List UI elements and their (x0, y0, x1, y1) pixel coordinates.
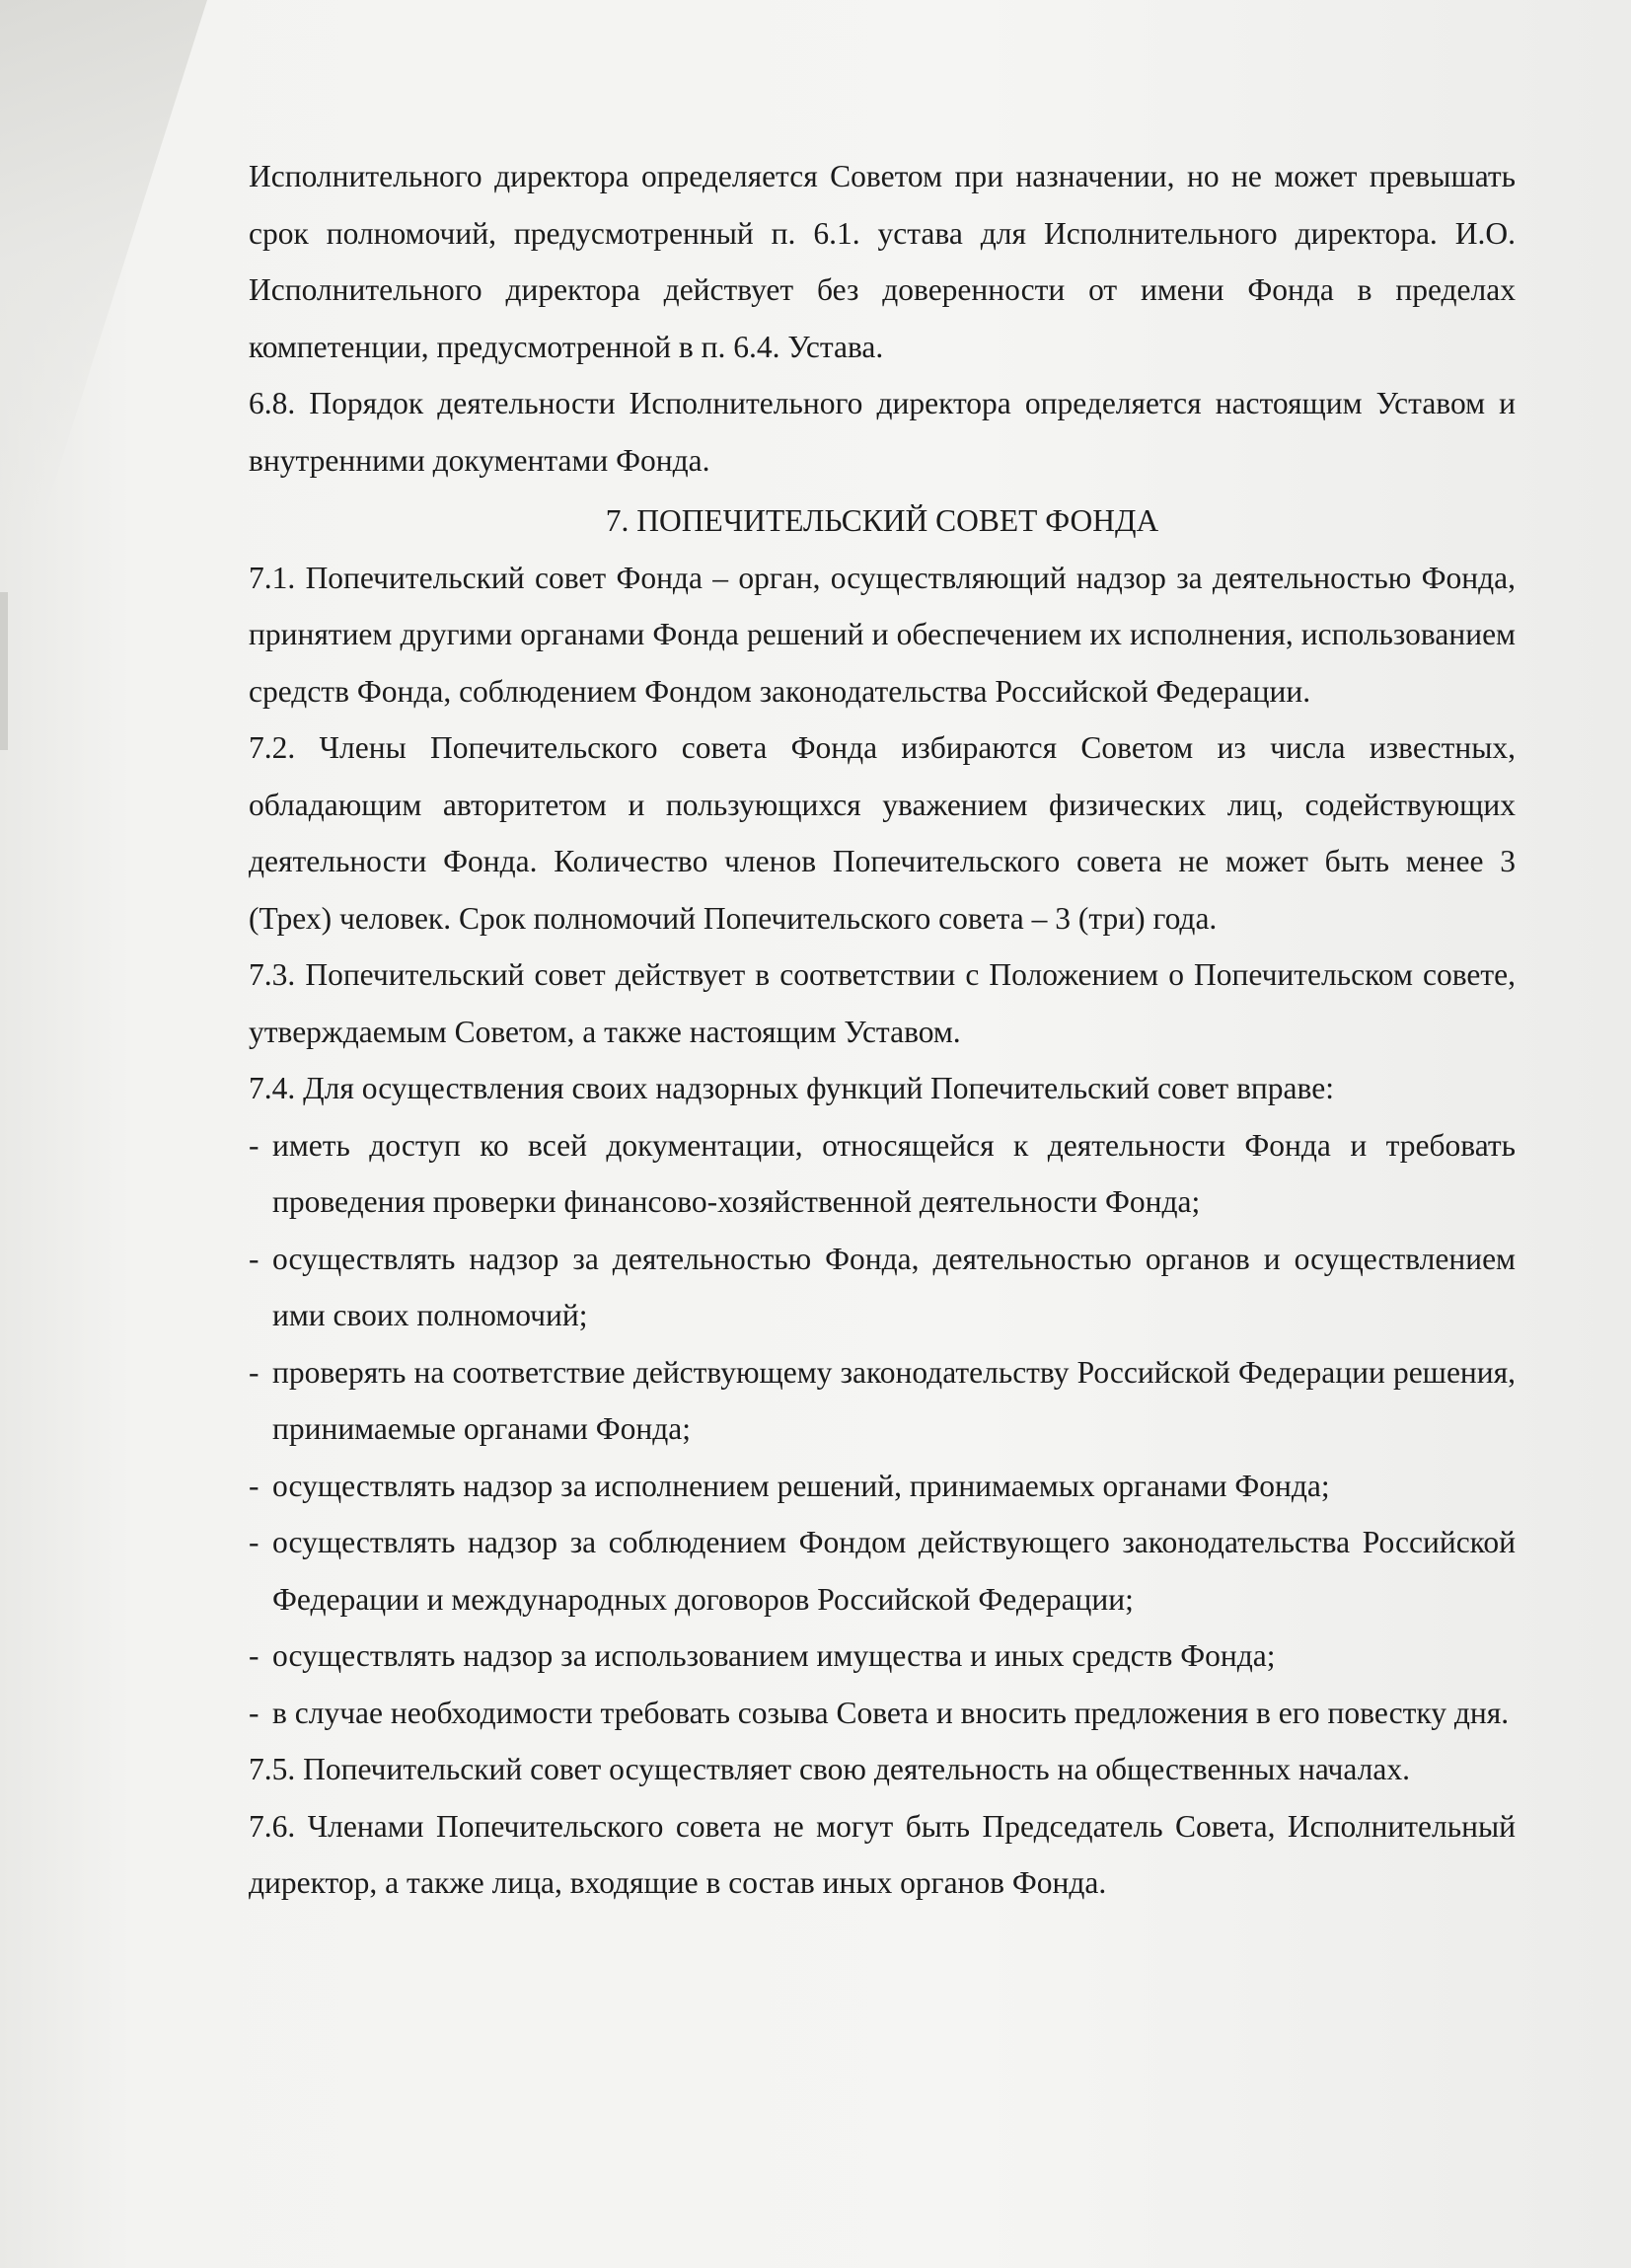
list-item-text: проверять на соответствие действующему законодательству Российской Федерации решения, принимаемые органами Фонда; (272, 1354, 1516, 1446)
paragraph-director-term: Исполнительного директора определяется Советом при назначении, но не может превышать срок полномочий, предусмотренный п. 6.1. устава для Исполнительного директора. И.О. Исполнительного директора действует без доверенности от имени Фонда в пределах компетенции, предусмотренной в п. 6.4. Устава. (249, 159, 1516, 364)
list-dash: - (249, 1695, 259, 1730)
list-item-text: осуществлять надзор за соблюдением Фондом действующего законодательства Российской Федерации и международных договоров Российской Федерации; (272, 1525, 1516, 1617)
clause-7-6: 7.6. Членами Попечительского совета не могут быть Председатель Совета, Исполнительный директор, а также лица, входящие в состав иных органов Фонда. (249, 1808, 1516, 1900)
list-item-text: в случае необходимости требовать созыва Совета и вносить предложения в его повестку дня. (272, 1695, 1510, 1730)
section-heading: 7. ПОПЕЧИТЕЛЬСКИЙ СОВЕТ ФОНДА (605, 503, 1159, 538)
list-item (249, 1231, 1516, 1344)
clause-7-3: 7.3. Попечительский совет действует в соответствии с Положением о Попечительском совете, утверждаемым Советом, а также настоящим Уставом. (249, 957, 1516, 1049)
paragraph-6-8: 6.8. Порядок деятельности Исполнительного директора определяется настоящим Уставом и внутренними документами Фонда. (249, 386, 1516, 478)
list-item-text: осуществлять надзор за исполнением решений, принимаемых органами Фонда; (272, 1468, 1330, 1503)
list-item-text: осуществлять надзор за деятельностью Фонда, деятельностью органов и осуществлением ими своих полномочий; (272, 1241, 1516, 1332)
rights-list (249, 1117, 1516, 1742)
list-item-text: осуществлять надзор за использованием имущества и иных средств Фонда; (272, 1638, 1276, 1673)
list-item (249, 1685, 1516, 1742)
clause-7-1: 7.1. Попечительский совет Фонда – орган, осуществляющий надзор за деятельностью Фонда, принятием другими органами Фонда решений и обеспечением их исполнения, использованием средств Фонда, соблюдением Фондом законодательства Российской Федерации. (249, 560, 1516, 709)
list-item (249, 1627, 1516, 1685)
document-body (249, 148, 1516, 1912)
list-dash: - (249, 1354, 259, 1390)
clause-7-5: 7.5. Попечительский совет осуществляет свою деятельность на общественных началах. (249, 1752, 1410, 1786)
paper-edge-shadow (0, 592, 8, 750)
clause-7-2: 7.2. Члены Попечительского совета Фонда избираются Советом из числа известных, обладающим авторитетом и пользующихся уважением физических лиц, содействующих деятельности Фонда. Количество членов Попечительского совета не может быть менее 3 (Трех) человек. Срок полномочий Попечительского совета – 3 (три) года. (249, 730, 1516, 936)
clause-7-4: 7.4. Для осуществления своих надзорных функций Попечительский совет вправе: (249, 1071, 1334, 1105)
list-item (249, 1514, 1516, 1627)
list-dash: - (249, 1127, 259, 1163)
list-item (249, 1344, 1516, 1458)
list-item (249, 1458, 1516, 1515)
list-dash: - (249, 1241, 259, 1276)
list-item-text: иметь доступ ко всей документации, относящейся к деятельности Фонда и требовать проведения проверки финансово-хозяйственной деятельности Фонда; (272, 1127, 1516, 1219)
list-dash: - (249, 1638, 259, 1673)
list-dash: - (249, 1525, 259, 1559)
list-dash: - (249, 1468, 259, 1503)
list-item (249, 1117, 1516, 1231)
